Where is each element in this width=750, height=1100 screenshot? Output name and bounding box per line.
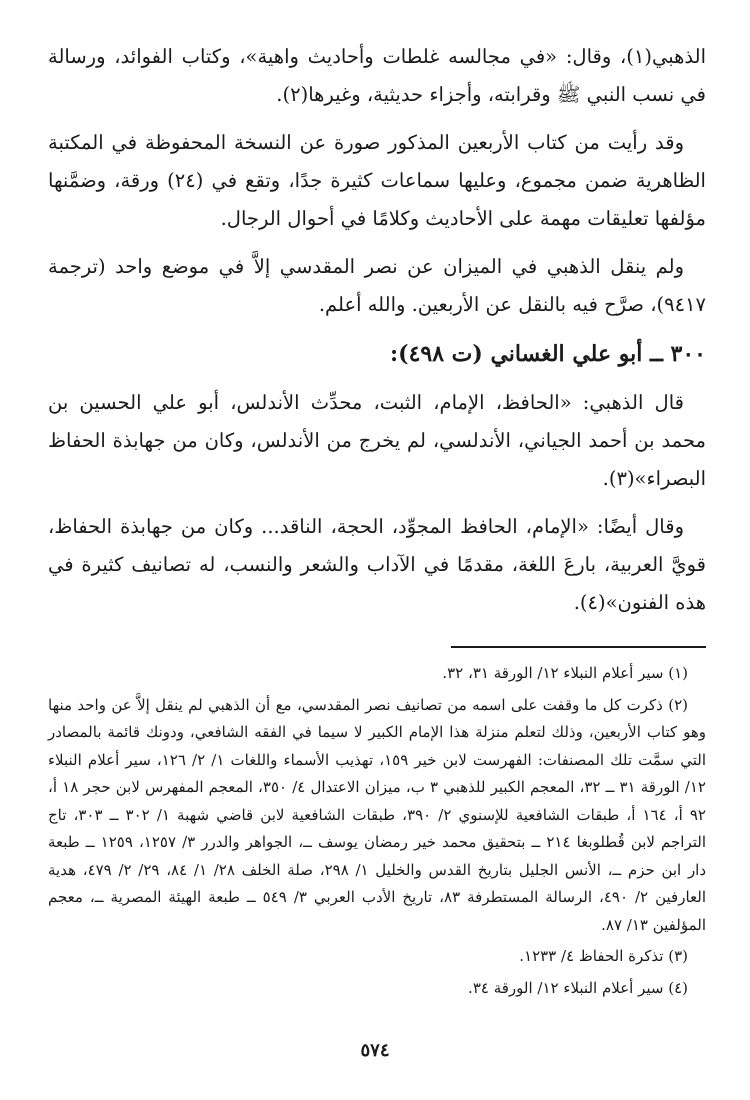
paragraph-5: وقال أيضًا: «الإمام، الحافظ المجوِّد، الحجة، الناقد... وكان من جهابذة الحفاظ، قويَّ العربية، بارعَ اللغة، مقدمًا في الآداب والشعر والنسب، له تصانيف كثيرة في هذه الفنون»(٤). (48, 515, 706, 614)
paragraph-2: وقد رأيت من كتاب الأربعين المذكور صورة عن النسخة المحفوظة في المكتبة الظاهرية ضمن مجموع، وعليها سماعات كثيرة جدًا، وتقع في (٢٤) ورقة، وضمَّنها مؤلفها تعليقات مهمة على الأحاديث وكلامًا في أحوال الرجال. (48, 131, 706, 230)
footnote-4: (٤) سير أعلام النبلاء ١٢/ الورقة ٣٤. (468, 978, 688, 997)
page-number: ٥٧٤ (360, 1040, 390, 1061)
footnote-2: (٢) ذكرت كل ما وقفت على اسمه من تصانيف نصر المقدسي، مع أن الذهبي لم ينقل إلاَّ عن واحد منها وهو كتاب الأربعين، وذلك لتعلم منزلة هذا الإمام الكبير لا سيما في الفقه الشافعي، ودونك قائمة بالمصادر التي سمَّت تلك المصنفات: الفهرست لابن خير ١٥٩، تهذيب الأسماء واللغات ١/ ٢/ ١٢٦، سير أعلام النبلاء ١٢/ الورقة ٣١ ــ ٣٢، المعجم الكبير للذهبي ٣ ب، ميزان الاعتدال ٤/ ٣٥٠، المعجم المفهرس لابن حجر ١٨ أ، ٩٢ أ، ١٦٤ أ، طبقات الشافعية للإسنوي ٢/ ٣٩٠، طبقات الشافعية لابن قاضي شهبة ١/ ٣٠٢ ــ ٣٠٣، تاج التراجم لابن قُطلوبغا ٢١٤ ــ بتحقيق محمد خير رمضان يوسف ــ، الجواهر والدرر ٣/ ١٢٥٧، ١٢٥٩ ــ طبعة دار ابن حزم ــ، الأنس الجليل بتاريخ القدس والخليل ١/ ٢٩٨، صلة الخلف ٢٨/ ١/ ٨٤، ٢٩/ ٢/ ٤٧٩، هدية العارفين ٢/ ٤٩٠، الرسالة المستطرفة ٨٣، تاريخ الأدب العربي ٣/ ٥٤٩ ــ طبعة الهيئة المصرية ــ، معجم المؤلفين ١٣/ ٨٧. (48, 695, 707, 934)
paragraph-1: الذهبي(١)، وقال: «في مجالسه غلطات وأحاديث واهية»، وكتاب الفوائد، ورسالة في نسب النبي ﷺ وقرابته، وأجزاء حديثية، وغيرها(٢). (48, 45, 706, 106)
footnote-1: (١) سير أعلام النبلاء ١٢/ الورقة ٣١، ٣٢. (442, 664, 688, 682)
paragraph-4: قال الذهبي: «الحافظ، الإمام، الثبت، محدِّث الأندلس، أبو علي الحسين بن محمد بن أحمد الجياني، الأندلسي، لم يخرج من الأندلس، وكان من جهابذة الحفاظ البصراء»(٣). (48, 391, 706, 490)
footnote-3: (٣) تذكرة الحفاظ ٤/ ١٢٣٣. (519, 947, 688, 965)
footnote-divider (451, 646, 706, 648)
paragraph-3: ولم ينقل الذهبي في الميزان عن نصر المقدسي إلاَّ في موضع واحد (ترجمة ٩٤١٧)، صرَّح فيه بالنقل عن الأربعين. والله أعلم. (48, 255, 706, 316)
entry-heading: ٣٠٠ ــ أبو علي الغساني (ت ٤٩٨): (390, 341, 706, 367)
footnotes (48, 660, 706, 1002)
